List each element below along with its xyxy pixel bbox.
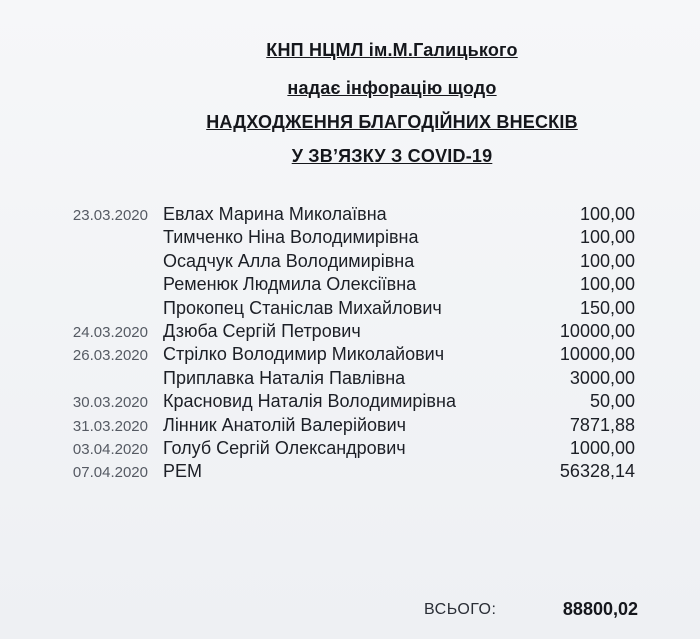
donor-name: Евлах Марина Миколаївна <box>163 204 387 224</box>
donation-date: 24.03.2020 <box>72 323 148 341</box>
donations-list <box>0 204 700 485</box>
donation-row <box>0 368 700 391</box>
header-covid: У ЗВ’ЯЗКУ З COVID-19 <box>291 146 493 166</box>
donor-name: Стрілко Володимир Миколайович <box>163 344 445 365</box>
header-title: НАДХОДЖЕННЯ БЛАГОДІЙНИХ ВНЕСКІВ <box>206 112 578 132</box>
donor-name: Ременюк Людмила Олексіївна <box>163 274 417 295</box>
donation-row <box>0 251 700 274</box>
donation-row <box>0 298 700 321</box>
donation-amount: 56328,14 <box>559 461 635 482</box>
donation-date: 03.04.2020 <box>72 440 148 458</box>
donation-amount: 50,00 <box>589 391 635 412</box>
donation-amount: 150,00 <box>579 297 635 318</box>
donation-date: 23.03.2020 <box>72 207 148 224</box>
donation-amount: 100,00 <box>579 274 635 295</box>
donor-name: Голуб Сергій Олександрович <box>163 437 406 458</box>
donation-date: 31.03.2020 <box>72 417 148 435</box>
donor-name: Прокопец Станіслав Михайлович <box>163 297 442 318</box>
donation-amount: 100,00 <box>579 204 635 224</box>
total-label: ВСЬОГО: <box>424 601 497 618</box>
donation-amount: 1000,00 <box>569 437 635 458</box>
donation-date: 07.04.2020 <box>72 464 148 482</box>
donor-name: Приплавка Наталія Павлівна <box>163 367 406 388</box>
donation-amount: 100,00 <box>579 250 635 271</box>
donation-row <box>0 415 700 438</box>
donation-row <box>0 321 700 344</box>
donation-row <box>0 274 700 297</box>
donation-date: 26.03.2020 <box>72 347 148 365</box>
donor-name: Осадчук Алла Володимирівна <box>163 250 415 271</box>
donor-name: Лінник Анатолій Валерійович <box>163 414 406 435</box>
donor-name: Тимченко Ніна Володимирівна <box>163 227 419 248</box>
donation-row <box>0 344 700 367</box>
donation-amount: 7871,88 <box>569 414 635 435</box>
donation-date: 30.03.2020 <box>72 394 148 412</box>
donation-amount: 10000,00 <box>559 344 635 365</box>
donor-name: Дзюба Сергій Петрович <box>163 320 361 341</box>
donation-row <box>0 461 700 484</box>
donor-name: РЕМ <box>163 461 203 482</box>
total-value: 88800,02 <box>562 599 638 619</box>
donation-row <box>0 438 700 461</box>
donation-amount: 10000,00 <box>559 320 635 341</box>
header-subtitle: надає інфорацію щодо <box>287 78 497 98</box>
donor-name: Красновид Наталія Володимирівна <box>163 391 456 412</box>
donation-row <box>0 391 700 414</box>
donation-row <box>0 227 700 250</box>
donation-amount: 3000,00 <box>569 367 635 388</box>
donation-amount: 100,00 <box>579 227 635 248</box>
donation-row <box>0 204 700 227</box>
header-organization: КНП НЦМЛ ім.М.Галицького <box>266 40 518 60</box>
